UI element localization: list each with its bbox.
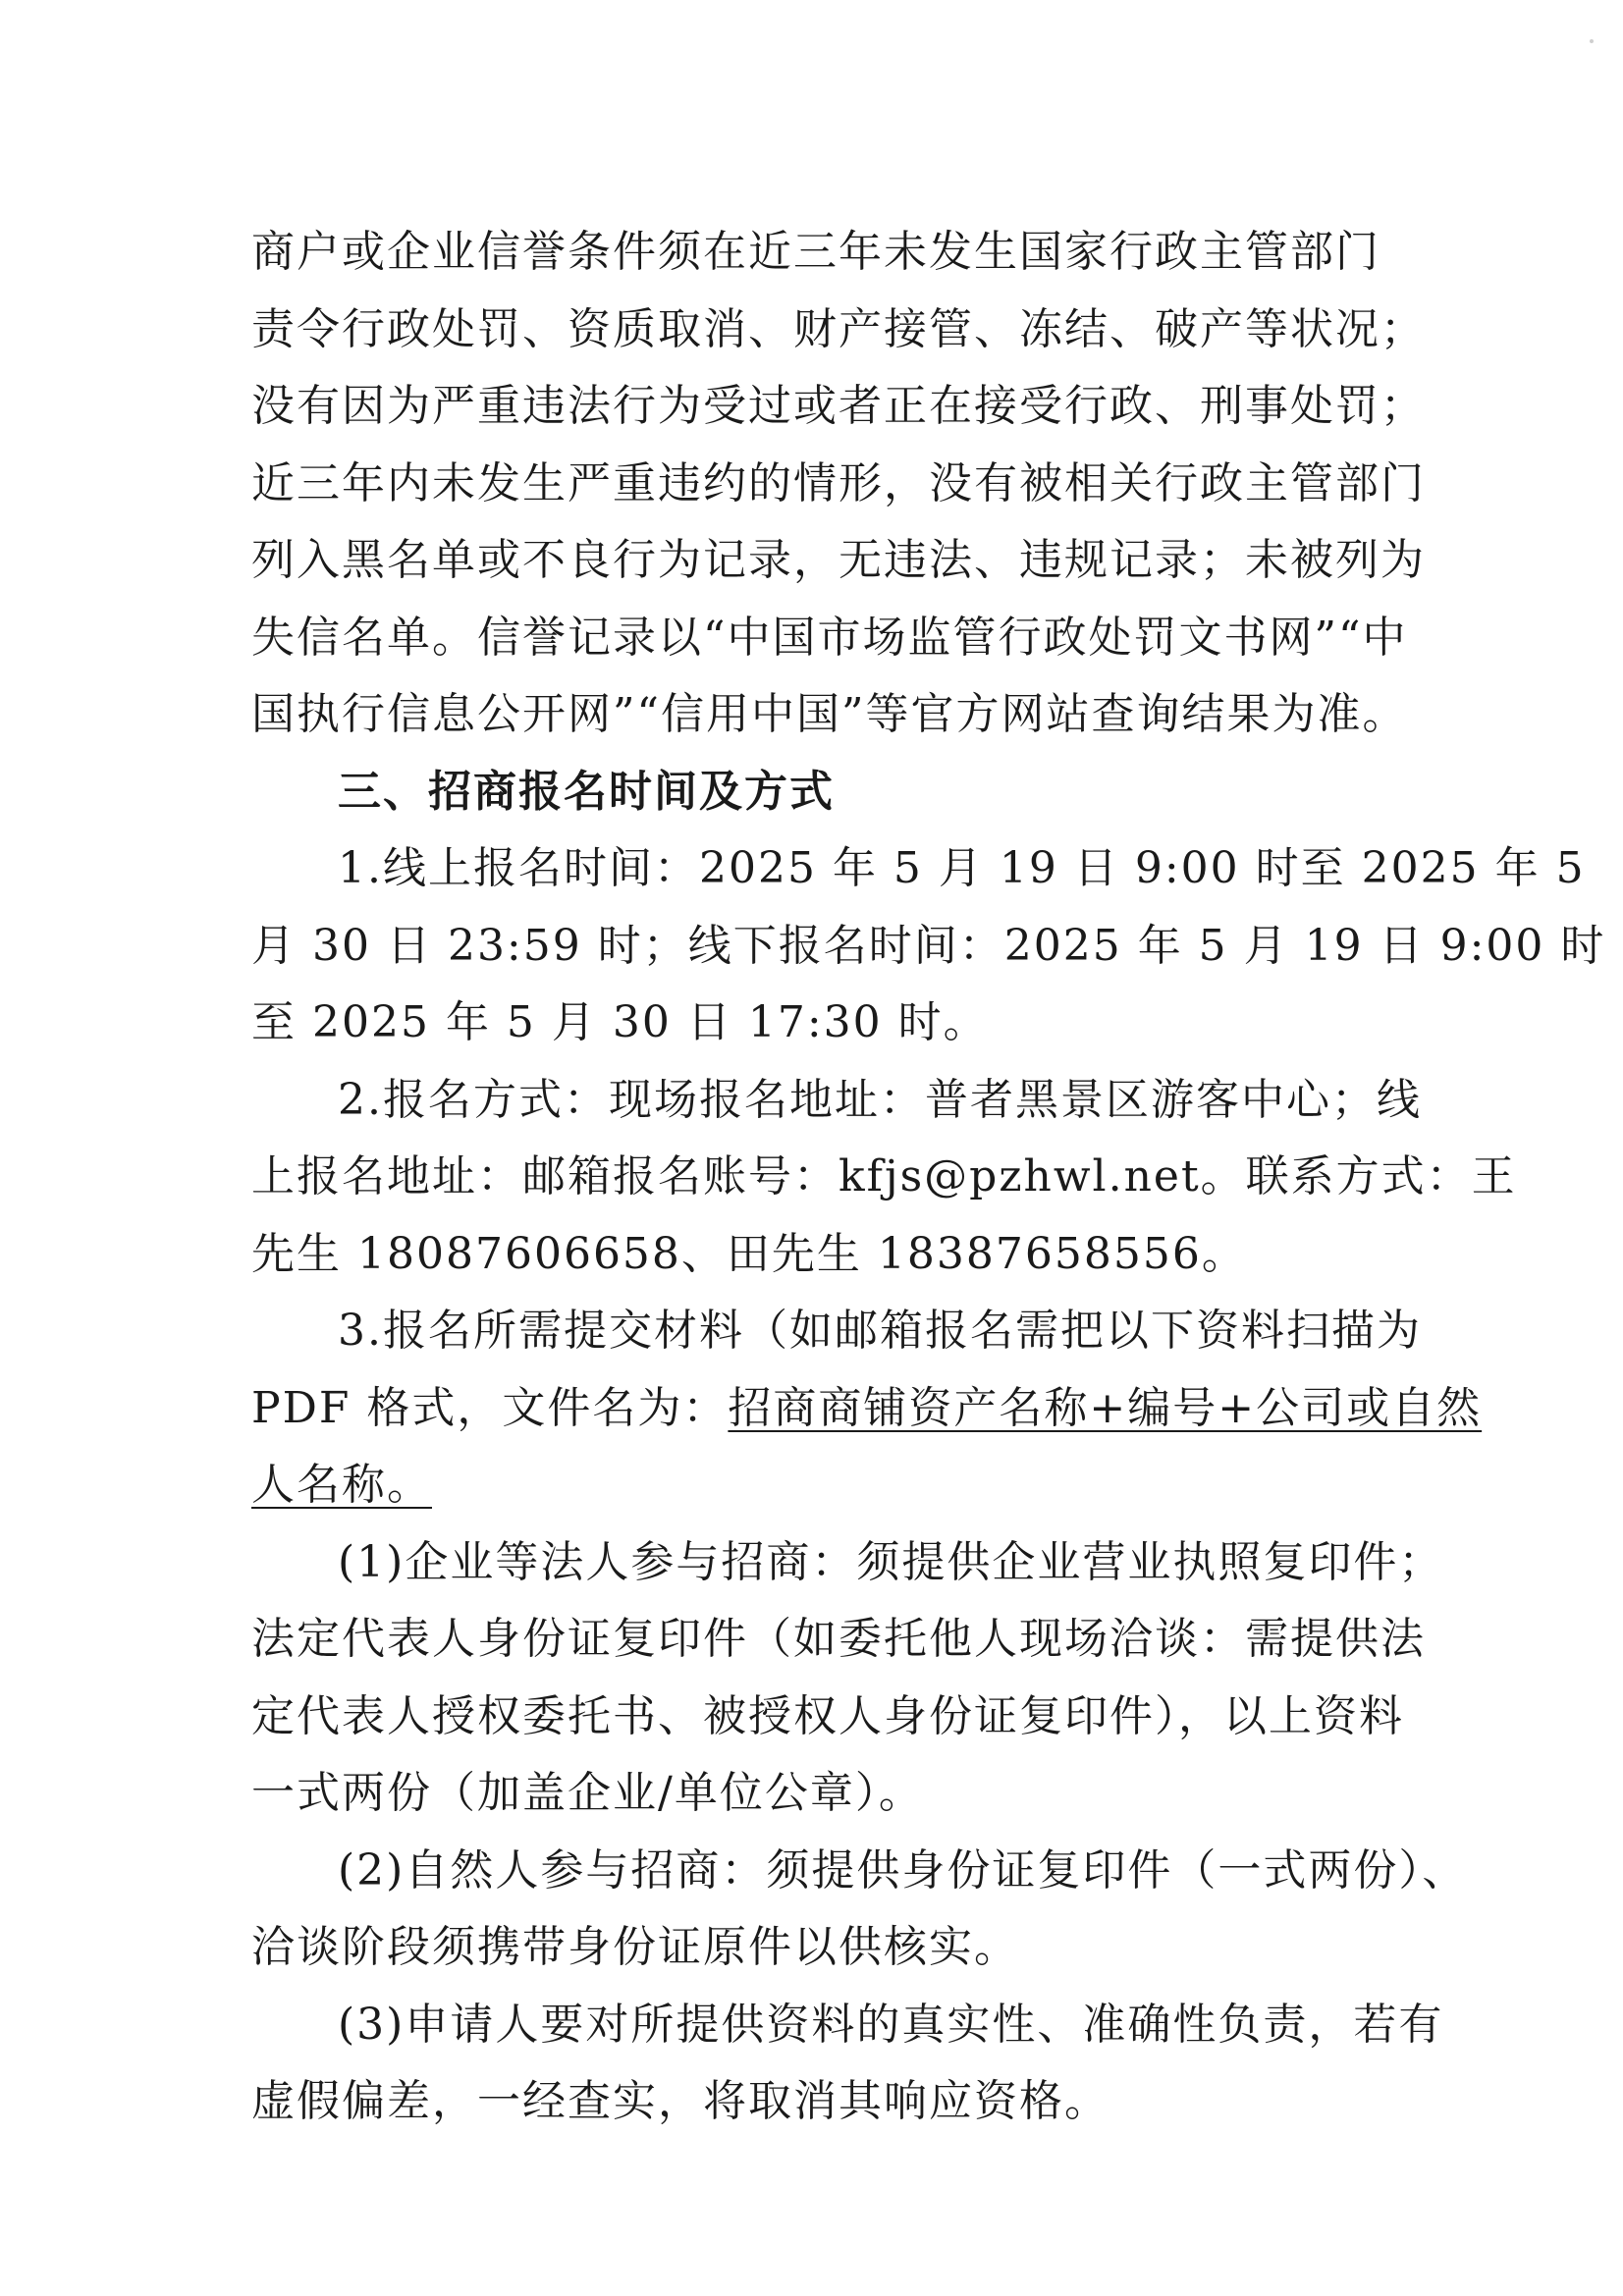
item-2-registration-method bbox=[251, 1062, 1517, 1294]
paragraph-line: 3.报名所需提交材料（如邮箱报名需把以下资料扫描为 bbox=[338, 1306, 1422, 1356]
paragraph-line: 月 30 日 23:59 时；线下报名时间：2025 年 5 月 19 日 9:00 时 bbox=[251, 920, 1606, 971]
paragraph-line: 洽谈阶段须携带身份证原件以供核实。 bbox=[251, 1922, 1019, 1972]
filename-format-underlined: 招商商铺资产名称+编号+公司或自然 bbox=[728, 1382, 1483, 1433]
paragraph-line: 2.报名方式：现场报名地址：普者黑景区游客中心；线 bbox=[338, 1074, 1422, 1125]
item-1-online-offline-time bbox=[251, 830, 1606, 1062]
paragraph-line bbox=[251, 1447, 1377, 1524]
paragraph-line: 虚假偏差，一经查实，将取消其响应资格。 bbox=[251, 2076, 1109, 2126]
paragraph-line: 责令行政处罚、资质取消、财产接管、冻结、破产等状况； bbox=[251, 303, 1426, 354]
paragraph-line: (1)企业等法人参与招商：须提供企业营业执照复印件； bbox=[338, 1536, 1444, 1587]
filename-label: PDF 格式，文件名为： bbox=[251, 1382, 729, 1433]
scan-mark bbox=[1590, 39, 1594, 43]
paragraph-line: 上报名地址：邮箱报名账号：kfjs@pzhwl.net。联系方式：王 bbox=[251, 1151, 1517, 1201]
sub-3-applicant-responsibility bbox=[251, 1987, 1444, 2141]
paragraph-line: 1.线上报名时间：2025 年 5 月 19 日 9:00 时至 2025 年 5 bbox=[338, 843, 1586, 893]
paragraph-line: 近三年内未发生严重违约的情形，没有被相关行政主管部门 bbox=[251, 457, 1426, 508]
paragraph-line: 定代表人授权委托书、被授权人身份证复印件），以上资料 bbox=[251, 1690, 1404, 1741]
paragraph-line: 先生 18087606658、田先生 18387658556。 bbox=[251, 1228, 1247, 1279]
paragraph-line: 至 2025 年 5 月 30 日 17:30 时。 bbox=[251, 997, 989, 1047]
document-body bbox=[251, 214, 1606, 2141]
paragraph-line: 一式两份（加盖企业/单位公章）。 bbox=[251, 1768, 924, 1818]
paragraph-line bbox=[251, 1370, 1483, 1448]
paragraph-line: 失信名单。信誉记录以“中国市场监管行政处罚文书网”“中 bbox=[251, 612, 1408, 663]
sub-1-legal-entity bbox=[251, 1524, 1444, 1833]
sub-2-natural-person bbox=[251, 1833, 1468, 1987]
paragraph-line: 列入黑名单或不良行为记录，无违法、违规记录；未被列为 bbox=[251, 535, 1426, 585]
paragraph-line: (3)申请人要对所提供资料的真实性、准确性负责，若有 bbox=[338, 1999, 1444, 2050]
paragraph-line: 国执行信息公开网”“信用中国”等官方网站查询结果为准。 bbox=[251, 689, 1408, 739]
filename-format-underlined-end: 人名称。 bbox=[251, 1460, 432, 1510]
paragraph-line: 没有因为严重违法行为受过或者正在接受行政、刑事处罚； bbox=[251, 381, 1426, 431]
paragraph-line: 商户或企业信誉条件须在近三年未发生国家行政主管部门 bbox=[251, 227, 1380, 277]
section-heading: 三、招商报名时间及方式 bbox=[338, 766, 835, 817]
credit-paragraph bbox=[251, 214, 1426, 754]
item-3-required-materials bbox=[251, 1293, 1483, 1524]
paragraph-line: (2)自然人参与招商：须提供身份证复印件（一式两份）、 bbox=[338, 1844, 1468, 1896]
paragraph-line: 法定代表人身份证复印件（如委托他人现场洽谈：需提供法 bbox=[251, 1614, 1426, 1664]
